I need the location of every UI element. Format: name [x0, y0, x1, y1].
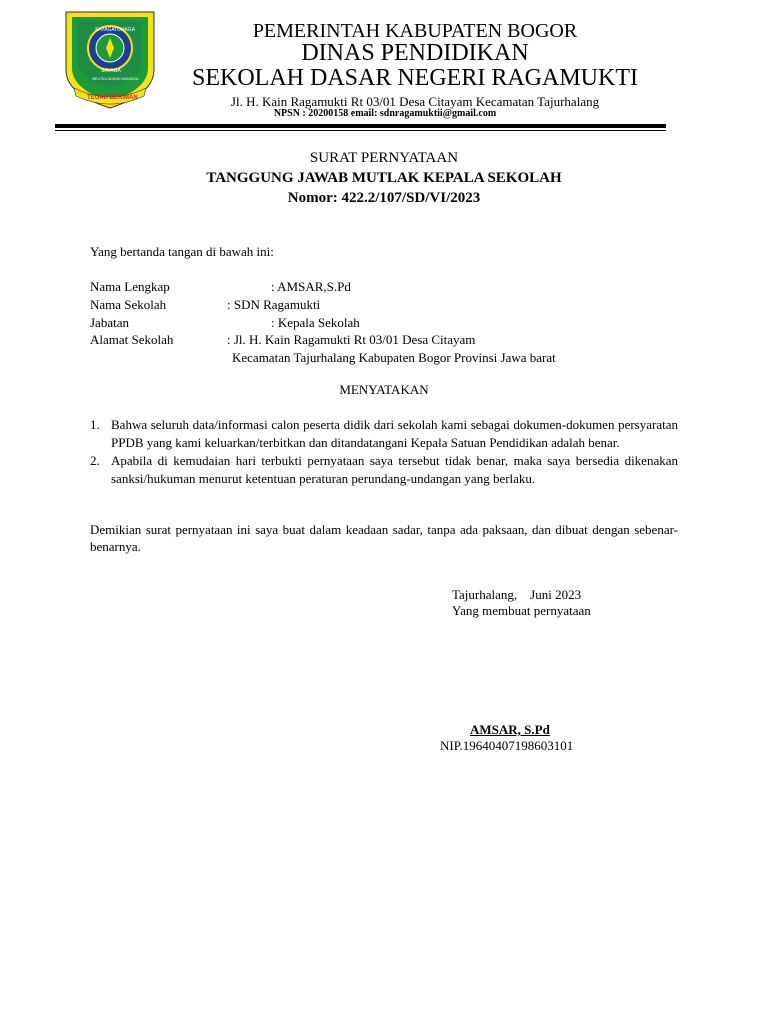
- signature-maker-label: Yang membuat pernyataan: [452, 603, 591, 618]
- signature-place-date: Tajurhalang, Juni 2023: [452, 587, 582, 602]
- declaration-points: [90, 416, 678, 488]
- signatory-nip: NIP.19640407198603101: [440, 738, 574, 753]
- address-value-line1: : Jl. H. Kain Ragamukti Rt 03/01 Desa Citayam: [227, 332, 476, 347]
- school-value: : SDN Ragamukti: [227, 297, 321, 312]
- letterhead-npsn-email: NPSN : 20200158 email: sdnragamuktii@gmail.com: [273, 108, 497, 119]
- logo-text-tohaga: TOHAGA: [114, 27, 136, 33]
- letterhead-address: Jl. H. Kain Ragamukti Rt 03/01 Desa Citayam Kecamatan Tajurhalang: [230, 94, 600, 109]
- letterhead-department: DINAS PENDIDIKAN: [301, 40, 529, 66]
- intro-text: Yang bertanda tangan di bawah ini:: [90, 244, 274, 259]
- letter-title: SURAT PERNYATAAN: [309, 150, 459, 166]
- logo-text-motto: WEUTEU ADUNG WANGIGA: [92, 77, 139, 81]
- letterhead-divider-thin: [55, 130, 666, 131]
- logo-text-sayaga: SAYAGA: [95, 27, 115, 33]
- declares-heading: MENYATAKAN: [339, 382, 429, 397]
- name-value: : AMSAR,S.Pd: [271, 279, 351, 294]
- list-item-text: Apabila di kemudaian hari terbukti pernyataan saya tersebut tidak benar, maka saya bersedia dikenakan sanksi/hukuman menurut ketentuan peraturan perundang-undangan yang berlaku.: [111, 453, 678, 486]
- school-district-logo: [64, 10, 156, 110]
- closing-paragraph: Demikian surat pernyataan ini saya buat dalam keadaan sadar, tanpa ada paksaan, dan dibuat dengan sebenar-benarnya.: [90, 522, 678, 554]
- list-item: [90, 416, 678, 452]
- logo-ribbon-text: TEGAR BERIMAN: [87, 95, 138, 101]
- list-item-number: 1.: [90, 417, 100, 432]
- name-label: Nama Lengkap: [90, 279, 170, 294]
- position-value: : Kepala Sekolah: [271, 315, 360, 330]
- school-label: Nama Sekolah: [90, 297, 167, 312]
- letter-subtitle: TANGGUNG JAWAB MUTLAK KEPALA SEKOLAH: [206, 170, 562, 186]
- signatory-name: AMSAR, S.Pd: [470, 722, 550, 737]
- address-label: Alamat Sekolah: [90, 332, 174, 347]
- letterhead-government: PEMERINTAH KABUPATEN BOGOR: [252, 20, 578, 42]
- letterhead-school: SEKOLAH DASAR NEGERI RAGAMUKTI: [192, 65, 638, 91]
- letterhead-divider-thick: [55, 124, 666, 128]
- logo-text-sayaga-bottom: SAYAGA: [101, 68, 121, 74]
- letter-number: Nomor: 422.2/107/SD/VI/2023: [287, 190, 481, 206]
- address-value-line2: Kecamatan Tajurhalang Kabupaten Bogor Provinsi Jawa barat: [232, 350, 556, 365]
- position-label: Jabatan: [90, 315, 129, 330]
- list-item: [90, 452, 678, 488]
- list-item-text: Bahwa seluruh data/informasi calon peserta didik dari sekolah kami sebagai dokumen-dokumen persyaratan PPDB yang kami keluarkan/terbitkan dan ditandatangani Kepala Satuan Pendidikan adalah benar.: [111, 417, 678, 450]
- list-item-number: 2.: [90, 453, 100, 468]
